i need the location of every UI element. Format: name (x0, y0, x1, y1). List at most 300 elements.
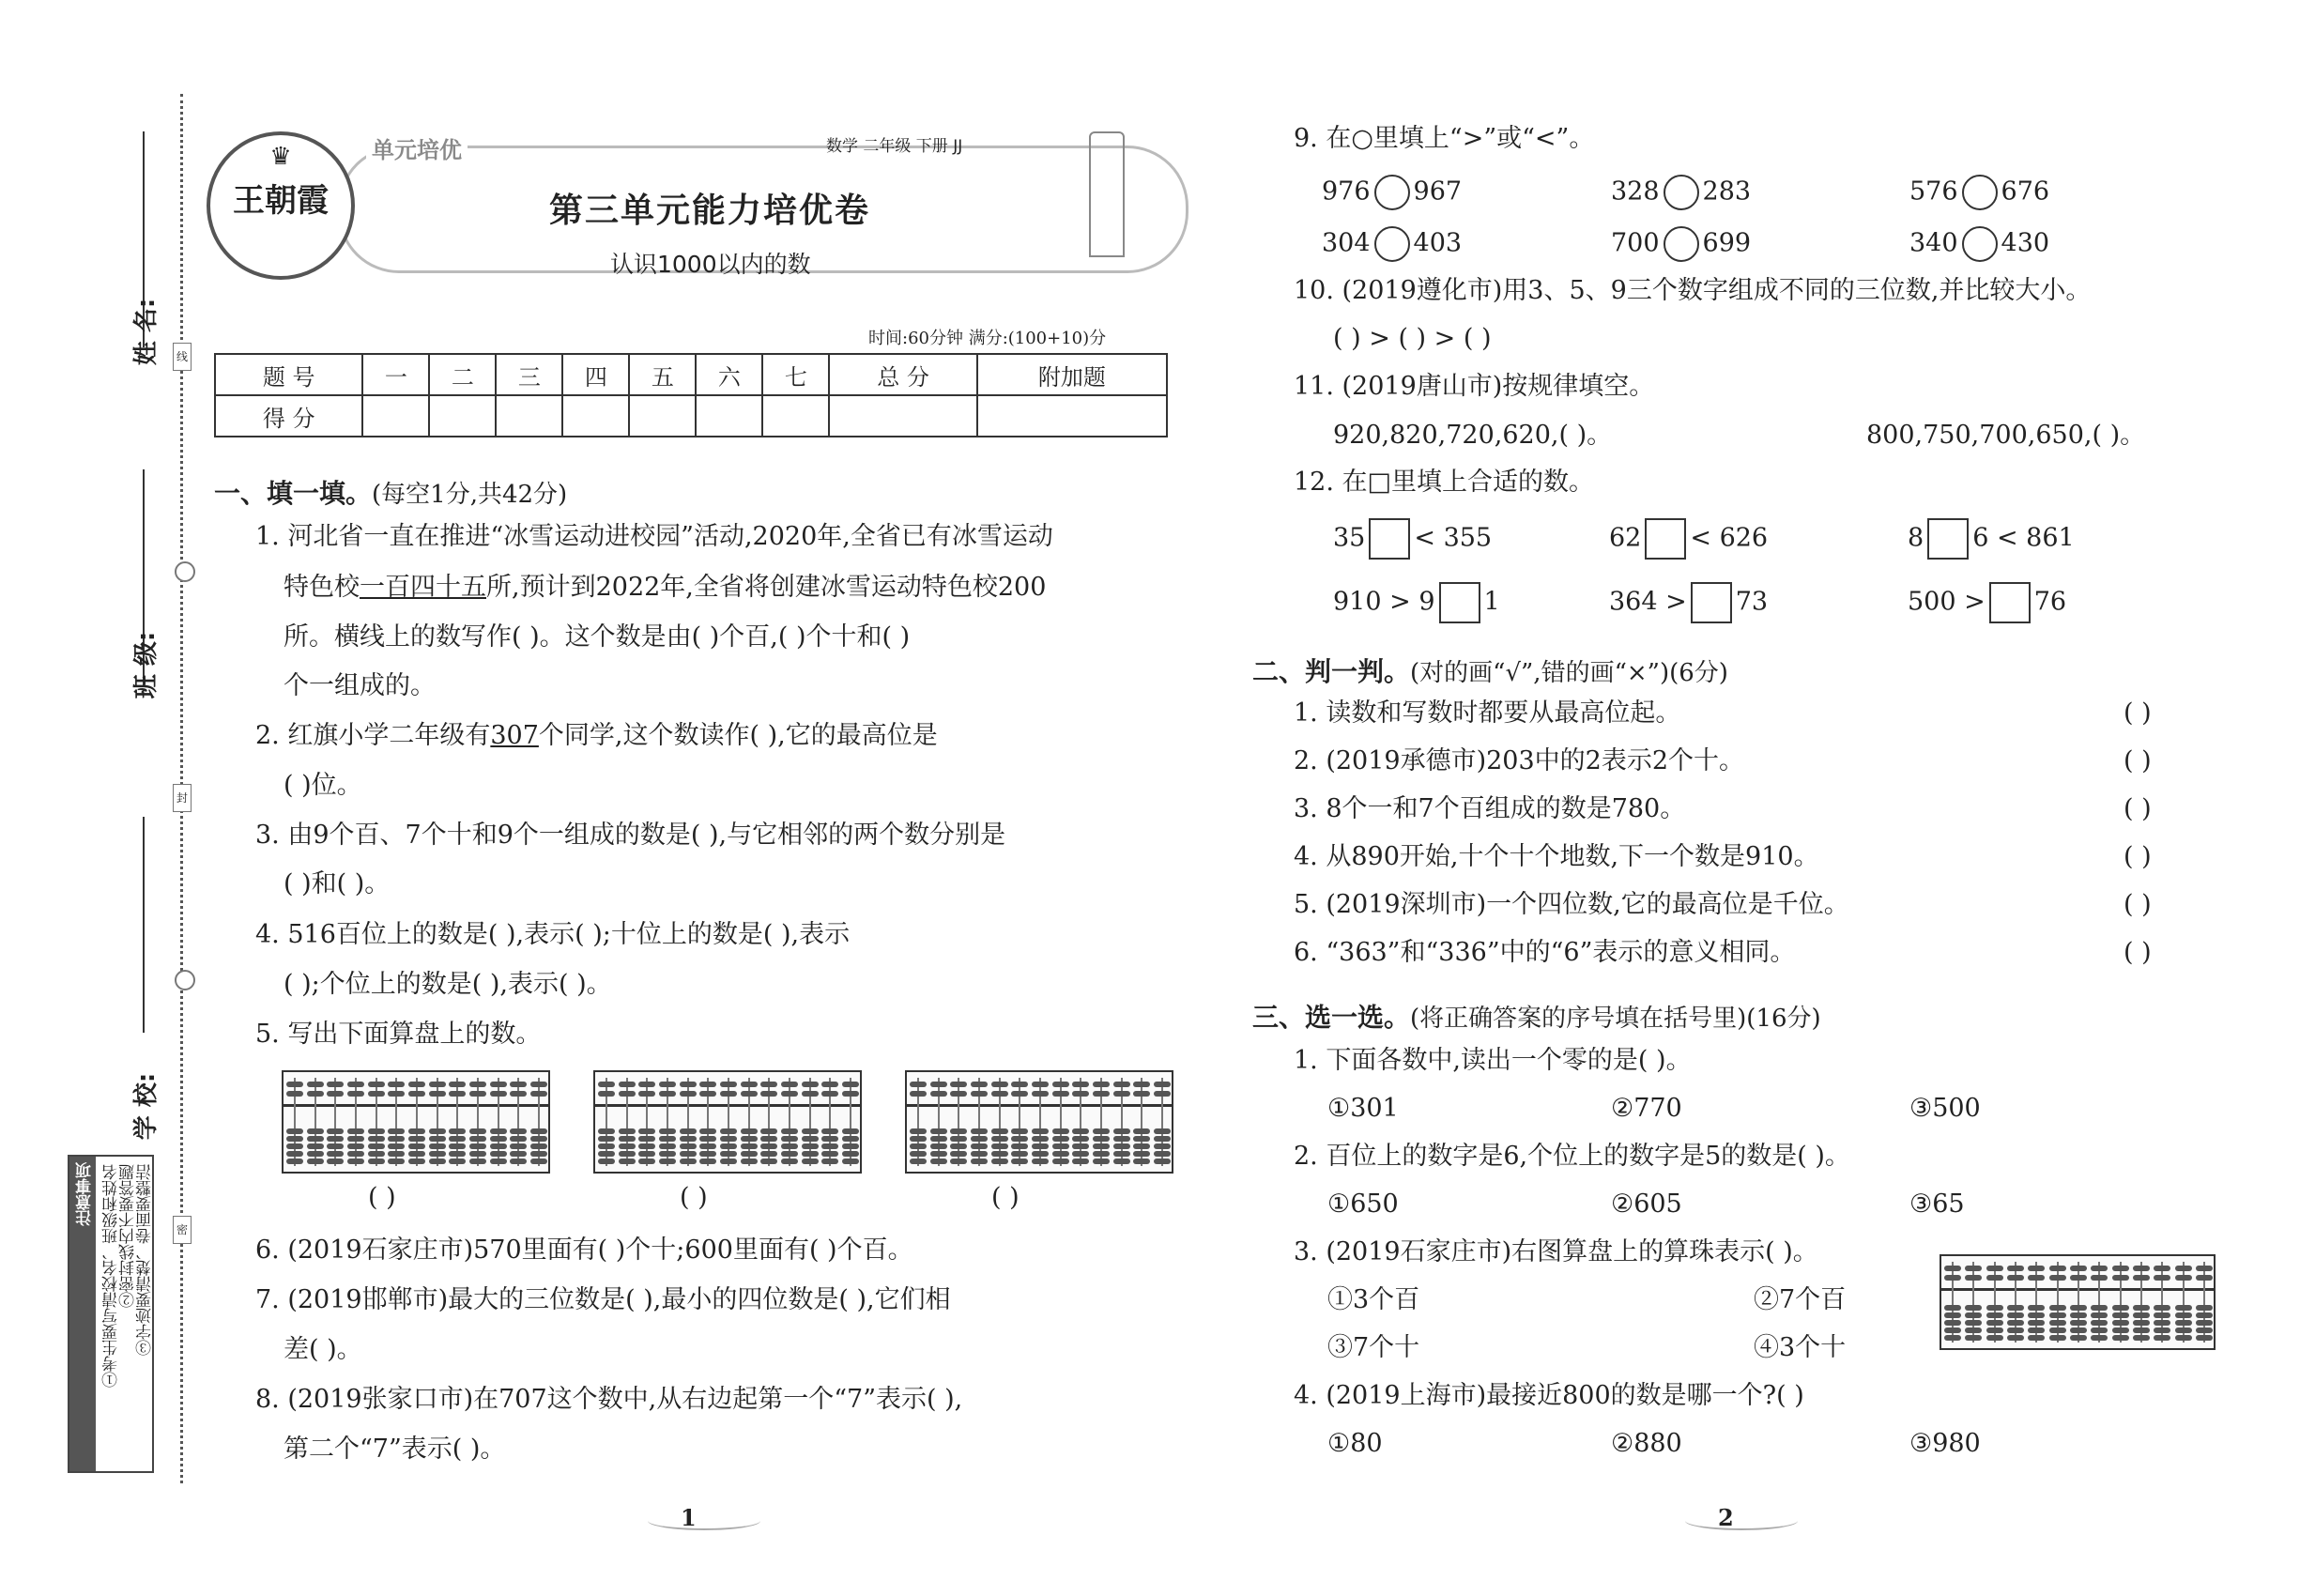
q12-right: 73 (1735, 587, 1769, 617)
abacus-bead (2007, 1335, 2024, 1341)
abacus-bead (408, 1082, 425, 1087)
judge-answer[interactable]: ( ) (2124, 890, 2152, 919)
q9-right: 676 (2001, 176, 2050, 207)
abacus-bead (1011, 1136, 1028, 1142)
abacus-bead (368, 1159, 385, 1164)
class-label: 班 级: (132, 631, 161, 699)
q11-sequence[interactable]: 920,820,720,620,( )。 (1333, 421, 1613, 450)
choice-option[interactable]: ①650 (1327, 1189, 1399, 1219)
abacus-bead (2133, 1305, 2150, 1311)
abacus-bead (429, 1082, 446, 1087)
cut-mark-1: 线 (173, 343, 192, 371)
section-1-title (214, 473, 567, 511)
q3-line: ( )和( )。 (284, 869, 391, 898)
choice-option[interactable]: ①3个百 (1327, 1285, 1420, 1314)
abacus-bead (2175, 1320, 2192, 1326)
q12-item (1908, 582, 2066, 623)
q9-item (1909, 175, 2049, 210)
abacus-bead (2154, 1335, 2170, 1341)
abacus-bead (842, 1136, 859, 1142)
logo-text: 王朝霞 (233, 182, 329, 220)
abacus-bead (741, 1136, 758, 1142)
abacus-bead (2028, 1327, 2045, 1333)
abacus-bead (429, 1159, 446, 1164)
abacus-bead (2133, 1312, 2150, 1318)
abacus-bead (991, 1151, 1008, 1157)
abacus-bead (1154, 1091, 1171, 1097)
abacus-bead (388, 1159, 405, 1164)
abacus-bead (368, 1082, 385, 1087)
abacus-bead (2049, 1305, 2066, 1311)
abacus-bead (930, 1091, 947, 1097)
score-input[interactable] (496, 395, 562, 437)
abacus-bead (1052, 1159, 1069, 1164)
abacus-bead (1011, 1151, 1028, 1157)
abacus-bead (490, 1151, 507, 1157)
choice-question: 1. 下面各数中,读出一个零的是( )。 (1294, 1046, 1692, 1075)
section-2-title (1252, 652, 1728, 689)
abacus-bead (510, 1159, 527, 1164)
abacus-bead (368, 1091, 385, 1097)
abacus-bead (388, 1136, 405, 1142)
judge-answer[interactable]: ( ) (2124, 794, 2152, 823)
score-value-row (215, 395, 1167, 437)
abacus-bead (1052, 1128, 1069, 1134)
judge-item: 4. 从890开始,十个十个地数,下一个数是910。 (1294, 842, 1819, 871)
choice-option[interactable]: ④3个十 (1754, 1333, 1847, 1362)
notice-box (68, 1155, 154, 1473)
abacus-bead (720, 1159, 737, 1164)
abacus-bead (1072, 1136, 1089, 1142)
q9-title: 9. 在○里填上“>”或“<”。 (1294, 124, 1595, 153)
abacus-bead (598, 1159, 615, 1164)
page-number: 2 (1718, 1504, 1734, 1531)
abacus-bead (991, 1128, 1008, 1134)
abacus-bead (449, 1143, 466, 1149)
abacus-bead (680, 1082, 697, 1087)
abacus-bead (1072, 1128, 1089, 1134)
compare-circle[interactable] (1374, 175, 1410, 210)
abacus-bead (2028, 1275, 2045, 1281)
abacus-bead (720, 1091, 737, 1097)
abacus-bead (2196, 1335, 2213, 1341)
q1-line: 所。横线上的数写作( )。这个数是由( )个百,( )个十和( ) (284, 622, 911, 652)
abacus-bead (720, 1082, 737, 1087)
abacus-bead (2175, 1327, 2192, 1333)
choice-option[interactable]: ②605 (1611, 1189, 1682, 1219)
abacus-bead (720, 1128, 737, 1134)
abacus-bead (368, 1136, 385, 1142)
abacus-bead (1093, 1128, 1110, 1134)
crown-icon: ♛ (269, 143, 292, 171)
abacus-bead (680, 1151, 697, 1157)
school-line (143, 817, 145, 1033)
choice-option[interactable]: ③65 (1909, 1189, 1965, 1219)
abacus-bead (720, 1151, 737, 1157)
abacus-bead (821, 1151, 838, 1157)
abacus-bead (469, 1151, 486, 1157)
score-input[interactable] (829, 395, 976, 437)
abacus-bead (2007, 1320, 2024, 1326)
judge-answer[interactable]: ( ) (2124, 938, 2152, 967)
abacus-bead (327, 1136, 344, 1142)
abacus-bead (1052, 1143, 1069, 1149)
abacus-bead (1986, 1305, 2003, 1311)
abacus-bead (930, 1136, 947, 1142)
abacus-bead (842, 1159, 859, 1164)
abacus-bead (1032, 1082, 1049, 1087)
abacus-bead (760, 1082, 777, 1087)
abacus-bead (530, 1151, 547, 1157)
choice-option[interactable]: ③500 (1909, 1094, 1981, 1123)
q9-item (1909, 226, 2049, 262)
abacus-bead (2007, 1327, 2024, 1333)
q9-right: 430 (2001, 228, 2050, 258)
abacus-bead (2070, 1305, 2087, 1311)
abacus-bead (347, 1136, 364, 1142)
abacus-bead (2091, 1266, 2108, 1271)
abacus-bead (950, 1091, 967, 1097)
choice-option[interactable]: ②7个百 (1754, 1285, 1847, 1314)
abacus-bead (1965, 1335, 1982, 1341)
abacus-bead (1052, 1091, 1069, 1097)
abacus-bead (2112, 1327, 2129, 1333)
abacus-bead (1133, 1159, 1150, 1164)
abacus-bead (1133, 1082, 1150, 1087)
abacus-bead (2175, 1266, 2192, 1271)
abacus-bead (680, 1143, 697, 1149)
score-cell: 六 (696, 354, 762, 395)
q1-text: 所,预计到2022年,全省将创建冰雪运动特色校200 (486, 573, 1047, 602)
abacus-bead (699, 1128, 716, 1134)
abacus-bead (1113, 1143, 1130, 1149)
abacus-bead (2196, 1275, 2213, 1281)
abacus-bead (2091, 1312, 2108, 1318)
score-input[interactable] (629, 395, 696, 437)
abacus-bead (347, 1143, 364, 1149)
abacus-bead (1052, 1136, 1069, 1142)
score-input[interactable] (362, 395, 429, 437)
abacus-bead (307, 1136, 324, 1142)
abacus-bead (1011, 1128, 1028, 1134)
abacus-bead (1011, 1159, 1028, 1164)
abacus-bead (1093, 1159, 1110, 1164)
abacus-bead (2091, 1327, 2108, 1333)
digit-box[interactable] (1927, 518, 1969, 560)
q12-item (1609, 582, 1768, 623)
abacus-bead (2112, 1266, 2129, 1271)
abacus-bead (781, 1128, 798, 1134)
time-info: 时间:60分钟 满分:(100+10)分 (868, 329, 1107, 348)
abacus-bead (842, 1151, 859, 1157)
score-input[interactable] (696, 395, 762, 437)
abacus-bead (991, 1091, 1008, 1097)
abacus-bead (327, 1091, 344, 1097)
abacus-bead (971, 1143, 988, 1149)
q2-line (255, 723, 938, 748)
q5-line: 5. 写出下面算盘上的数。 (255, 1020, 542, 1049)
compare-circle[interactable] (1962, 226, 1998, 262)
abacus-bead (910, 1082, 927, 1087)
abacus-bead (1093, 1136, 1110, 1142)
abacus-bead (699, 1151, 716, 1157)
abacus-bead (2049, 1335, 2066, 1341)
abacus-bead (1133, 1151, 1150, 1157)
abacus-bead (530, 1082, 547, 1087)
q9-right: 967 (1413, 176, 1463, 207)
abacus-bead (930, 1082, 947, 1087)
q12-right: 1 (1483, 587, 1500, 617)
abacus-bead (699, 1143, 716, 1149)
choice-option[interactable]: ③7个十 (1327, 1333, 1420, 1362)
q12-item (1333, 518, 1492, 560)
abacus-bead (1986, 1275, 2003, 1281)
abacus-bead (2133, 1266, 2150, 1271)
abacus-bead (1965, 1312, 1982, 1318)
abacus-bead (2112, 1275, 2129, 1281)
abacus-bead (842, 1128, 859, 1134)
score-cell: 题 号 (215, 354, 362, 395)
score-input[interactable] (562, 395, 629, 437)
abacus-bead (1093, 1082, 1110, 1087)
q9-left: 328 (1611, 176, 1660, 207)
abacus-bead (598, 1082, 615, 1087)
abacus-bead (1052, 1082, 1069, 1087)
abacus-bead (510, 1128, 527, 1134)
abacus-bead (741, 1128, 758, 1134)
q9-right: 283 (1702, 176, 1752, 207)
abacus-bead (930, 1151, 947, 1157)
abacus-bead (408, 1143, 425, 1149)
abacus-bead (680, 1159, 697, 1164)
abacus-bead (638, 1143, 655, 1149)
abacus-bead (741, 1151, 758, 1157)
compare-circle[interactable] (1374, 226, 1410, 262)
abacus-bead (2175, 1305, 2192, 1311)
abacus-bead (449, 1091, 466, 1097)
abacus-bead (1072, 1151, 1089, 1157)
abacus-bead (408, 1128, 425, 1134)
abacus-bead (659, 1136, 676, 1142)
subject-line: 数学 二年级 下册 JJ (826, 137, 963, 156)
choice-option[interactable]: ②880 (1611, 1429, 1682, 1458)
score-cell: 一 (362, 354, 429, 395)
q12-left: 8 (1908, 523, 1924, 553)
abacus-bead (2133, 1327, 2150, 1333)
abacus-bead (347, 1151, 364, 1157)
abacus-bead (930, 1143, 947, 1149)
abacus-bead (1154, 1128, 1171, 1134)
abacus-bead (408, 1151, 425, 1157)
abacus-answer[interactable]: ( ) (368, 1183, 396, 1212)
abacus-bead (490, 1159, 507, 1164)
abacus-bead (842, 1082, 859, 1087)
abacus-bead (368, 1151, 385, 1157)
abacus-bead (1093, 1151, 1110, 1157)
digit-box[interactable] (1369, 518, 1410, 560)
q9-item (1611, 175, 1751, 210)
abacus-bead (1011, 1082, 1028, 1087)
abacus-bead (2154, 1305, 2170, 1311)
digit-box[interactable] (1691, 582, 1732, 623)
abacus-bead (1986, 1335, 2003, 1341)
abacus-bead (2196, 1266, 2213, 1271)
choice-option[interactable]: ②770 (1611, 1094, 1682, 1123)
abacus-bead (638, 1151, 655, 1157)
abacus-answer[interactable]: ( ) (991, 1183, 1020, 1212)
digit-box[interactable] (1989, 582, 2031, 623)
q7-line: 差( )。 (284, 1335, 362, 1364)
abacus-bead (781, 1143, 798, 1149)
score-cell: 五 (629, 354, 696, 395)
abacus-bead (2028, 1312, 2045, 1318)
abacus-bead (1944, 1320, 1961, 1326)
q9-item (1611, 226, 1751, 262)
q1-line (284, 575, 1046, 600)
compare-circle[interactable] (1664, 226, 1699, 262)
abacus-bead (598, 1091, 615, 1097)
abacus-bead (286, 1151, 303, 1157)
abacus-bead (2112, 1335, 2129, 1341)
judge-answer[interactable]: ( ) (2124, 842, 2152, 871)
abacus-bead (2007, 1305, 2024, 1311)
score-input[interactable] (977, 395, 1167, 437)
abacus-bead (1965, 1266, 1982, 1271)
abacus-bead (971, 1159, 988, 1164)
q9-left: 976 (1322, 176, 1371, 207)
section-1-note: (每空1分,共42分) (372, 481, 568, 509)
compare-circle[interactable] (1962, 175, 1998, 210)
abacus-bead (449, 1159, 466, 1164)
abacus-bead (388, 1143, 405, 1149)
logo (207, 131, 355, 280)
abacus-bead (327, 1128, 344, 1134)
abacus-bead (760, 1143, 777, 1149)
abacus-bead (307, 1151, 324, 1157)
abacus-bead (2049, 1320, 2066, 1326)
abacus-bead (741, 1082, 758, 1087)
abacus-bead (1113, 1136, 1130, 1142)
score-input[interactable] (762, 395, 829, 437)
abacus-bead (510, 1136, 527, 1142)
abacus-bead (530, 1143, 547, 1149)
abacus-bead (429, 1136, 446, 1142)
q7-line: 7. (2019邯郸市)最大的三位数是( ),最小的四位数是( ),它们相 (255, 1285, 951, 1314)
abacus-bead (286, 1136, 303, 1142)
judge-answer[interactable]: ( ) (2124, 698, 2152, 728)
abacus-bead (821, 1136, 838, 1142)
abacus-bead (802, 1159, 819, 1164)
abacus-bead (408, 1159, 425, 1164)
compare-circle[interactable] (1664, 175, 1699, 210)
abacus-bead (307, 1143, 324, 1149)
q11-sequence[interactable]: 800,750,700,650,( )。 (1866, 421, 2146, 450)
section-3-heading: 三、选一选。 (1252, 1002, 1411, 1033)
abacus-bead (1113, 1159, 1130, 1164)
abacus-bead (327, 1151, 344, 1157)
abacus-bead (910, 1159, 927, 1164)
abacus-bead (1965, 1275, 1982, 1281)
abacus-bead (2070, 1312, 2087, 1318)
section-3-title (1252, 997, 1821, 1035)
abacus-bead (720, 1136, 737, 1142)
abacus-bead (659, 1128, 676, 1134)
abacus-bead (760, 1136, 777, 1142)
q12-right: 6 < 861 (1972, 523, 2075, 553)
abacus-bead (910, 1091, 927, 1097)
page-subtitle: 认识1000以内的数 (610, 251, 811, 278)
judge-answer[interactable]: ( ) (2124, 746, 2152, 775)
abacus-bead (950, 1159, 967, 1164)
abacus-bead (659, 1082, 676, 1087)
q12-title: 12. 在□里填上合适的数。 (1294, 468, 1595, 497)
abacus-bead (2112, 1312, 2129, 1318)
abacus-bead (659, 1151, 676, 1157)
abacus-bead (2175, 1275, 2192, 1281)
digit-box[interactable] (1645, 518, 1686, 560)
q10-blanks[interactable]: ( ) > ( ) > ( ) (1333, 324, 1492, 353)
school-label: 学 校: (132, 1072, 161, 1141)
abacus-bead (802, 1091, 819, 1097)
abacus-bead (842, 1143, 859, 1149)
abacus-bead (1154, 1136, 1171, 1142)
choice-option[interactable]: ③980 (1909, 1429, 1981, 1458)
abacus-bead (1011, 1091, 1028, 1097)
judge-item: 5. (2019深圳市)一个四位数,它的最高位是千位。 (1294, 890, 1849, 919)
digit-box[interactable] (1439, 582, 1480, 623)
score-input[interactable] (429, 395, 496, 437)
abacus-bead (842, 1091, 859, 1097)
abacus-bead (347, 1082, 364, 1087)
score-cell: 得 分 (215, 395, 362, 437)
abacus-bead (802, 1082, 819, 1087)
abacus-bead (2007, 1275, 2024, 1281)
abacus-bead (2133, 1320, 2150, 1326)
abacus-bead (530, 1136, 547, 1142)
gear-icon (175, 561, 195, 582)
abacus-bead (741, 1091, 758, 1097)
q12-left: 35 (1333, 523, 1366, 553)
abacus-bead (2112, 1305, 2129, 1311)
abacus-answer[interactable]: ( ) (680, 1183, 708, 1212)
abacus-bead (1113, 1151, 1130, 1157)
abacus-bead (1133, 1128, 1150, 1134)
abacus-bead (2091, 1320, 2108, 1326)
page-title: 第三单元能力培优卷 (549, 192, 871, 230)
abacus-bead (307, 1082, 324, 1087)
abacus-bead (930, 1128, 947, 1134)
abacus-bead (449, 1128, 466, 1134)
abacus-bead (1113, 1128, 1130, 1134)
abacus-bead (781, 1082, 798, 1087)
score-cell: 三 (496, 354, 562, 395)
abacus-bead (720, 1143, 737, 1149)
abacus-bead (802, 1143, 819, 1149)
abacus-bead (971, 1091, 988, 1097)
notice-title: 注意事项 (76, 1162, 95, 1226)
abacus-bead (2070, 1275, 2087, 1281)
choice-option[interactable]: ①80 (1327, 1429, 1383, 1458)
choice-question: 3. (2019石家庄市)右图算盘上的算珠表示( )。 (1294, 1237, 1818, 1266)
gear-icon (175, 970, 195, 990)
abacus-bead (327, 1082, 344, 1087)
abacus-bead (760, 1151, 777, 1157)
page-decoration (648, 1512, 760, 1530)
choice-option[interactable]: ①301 (1327, 1094, 1399, 1123)
abacus-bead (821, 1159, 838, 1164)
abacus-bead (1944, 1335, 1961, 1341)
abacus-bead (490, 1082, 507, 1087)
